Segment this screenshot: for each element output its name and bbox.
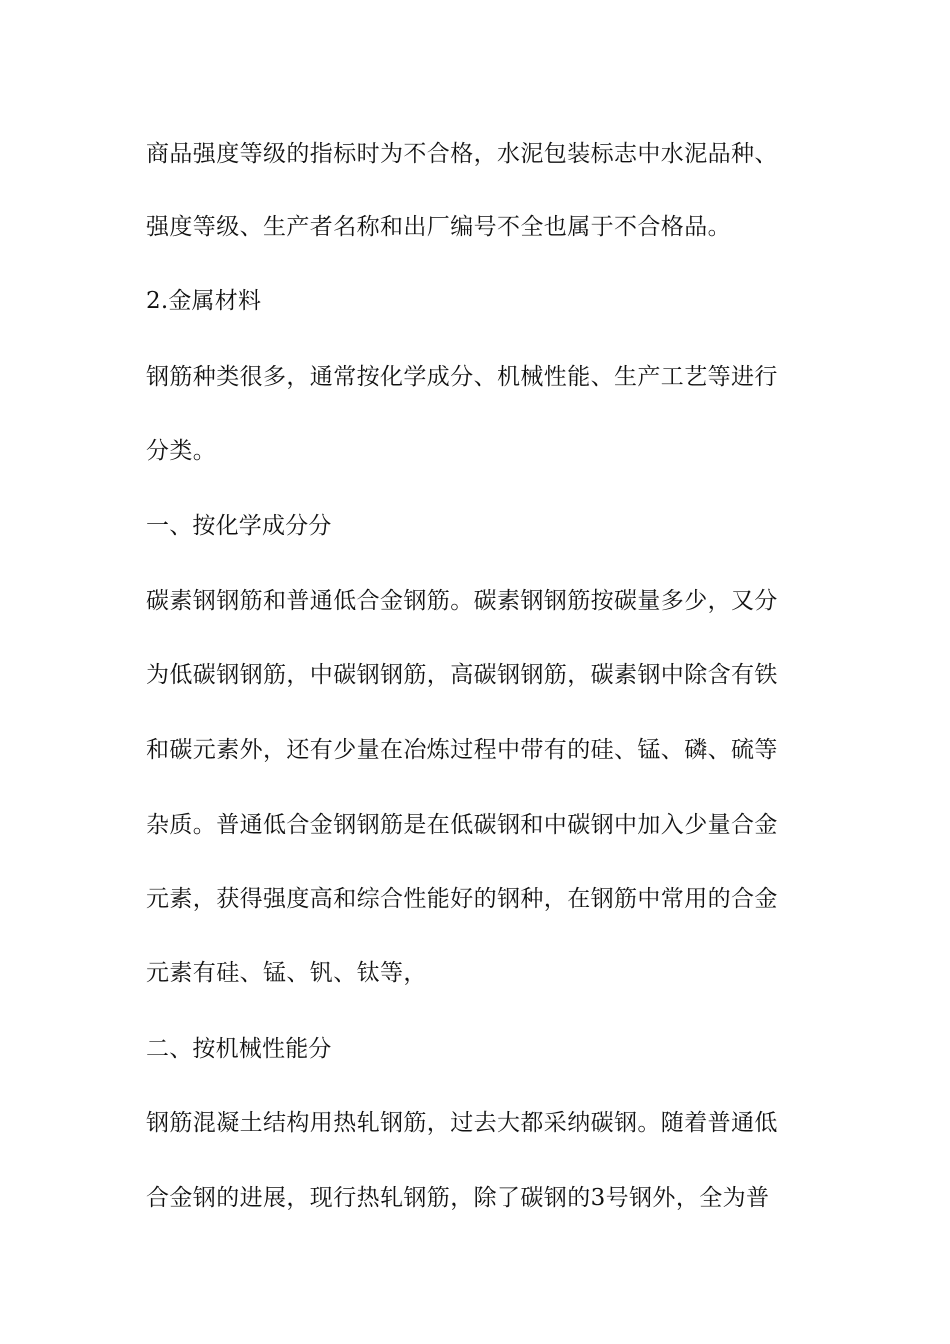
text-line: 分类。 <box>146 438 217 464</box>
text-line: 合金钢的进展，现行热轧钢筋，除了碳钢的3号钢外，全为普 <box>146 1185 770 1211</box>
text-line: 钢筋种类很多，通常按化学成分、机械性能、生产工艺等进行 <box>146 364 778 390</box>
text-line: 商品强度等级的指标时为不合格，水泥包装标志中水泥品种、 <box>146 141 778 167</box>
text-line: 为低碳钢钢筋，中碳钢钢筋，高碳钢钢筋，碳素钢中除含有铁 <box>146 662 778 688</box>
text-line: 和碳元素外，还有少量在冶炼过程中带有的硅、锰、磷、硫等 <box>146 737 778 763</box>
text-line: 元素，获得强度高和综合性能好的钢种，在钢筋中常用的合金 <box>146 886 778 912</box>
text-line: 强度等级、生产者名称和出厂编号不全也属于不合格品。 <box>146 214 731 240</box>
section-heading: 二、按机械性能分 <box>146 1036 332 1062</box>
text-line: 杂质。普通低合金钢钢筋是在低碳钢和中碳钢中加入少量合金 <box>146 812 778 838</box>
text-line: 元素有硅、锰、钒、钛等， <box>146 960 427 986</box>
text-line: 钢筋混凝土结构用热轧钢筋，过去大都采纳碳钢。随着普通低 <box>146 1110 778 1136</box>
section-heading: 一、按化学成分分 <box>146 513 332 539</box>
text-line: 碳素钢钢筋和普通低合金钢筋。碳素钢钢筋按碳量多少，又分 <box>146 588 778 614</box>
section-heading: 2.金属材料 <box>146 288 262 314</box>
